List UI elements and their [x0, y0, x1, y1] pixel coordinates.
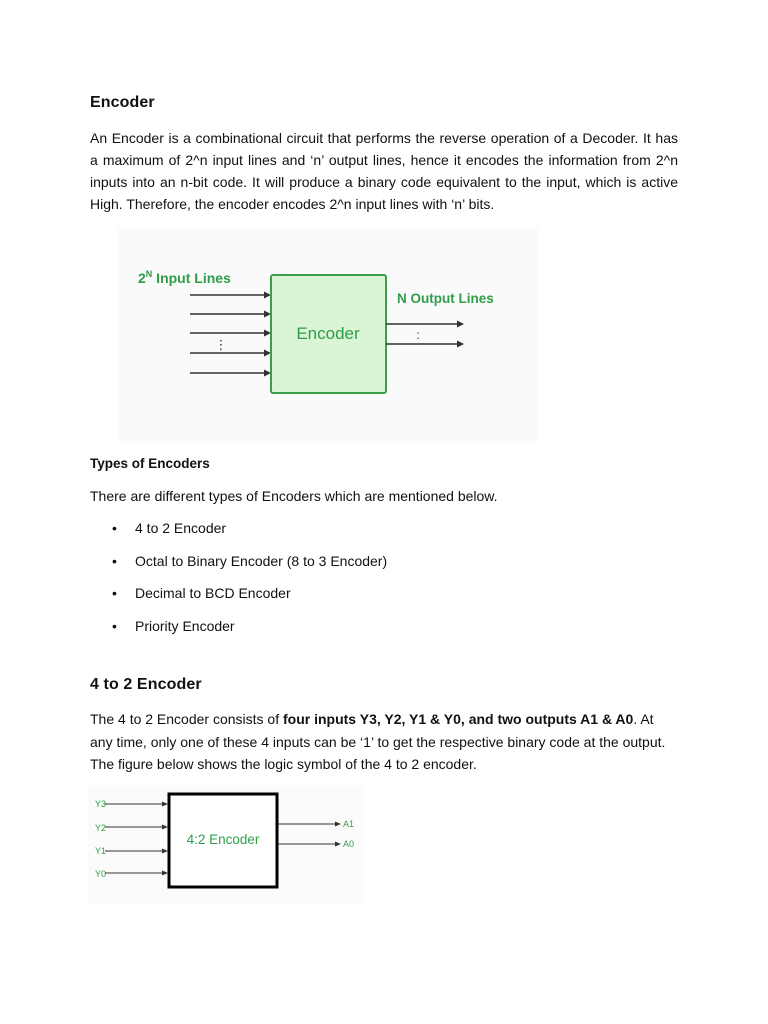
output-ellipsis: :: [416, 328, 420, 342]
svg-text:A1: A1: [343, 819, 355, 829]
bullet-icon: •: [112, 520, 117, 536]
bullet-icon: •: [112, 585, 117, 601]
list-item: • Priority Encoder: [112, 617, 235, 634]
svg-text:Y2: Y2: [95, 823, 107, 833]
four-to-two-encoder-symbol: [88, 786, 364, 904]
bullet-icon: •: [112, 617, 117, 634]
four-to-two-description: The 4 to 2 Encoder consists of four inputs Y3, Y2, Y1 & Y0, and two outputs A1 & A0. At any time, only one of these 4 inputs can be ‘1’ to get the respective binary code at the output. The figure below shows the logic symbol of the 4 to 2 encoder.: [90, 711, 666, 772]
svg-text:Y3: Y3: [95, 799, 107, 809]
svg-text:Y0: Y0: [95, 869, 107, 879]
svg-text:Y1: Y1: [95, 846, 107, 856]
input-lines-label: $2^N$ Input Lines: [138, 269, 231, 286]
list-item: • 4 to 2 Encoder: [112, 520, 227, 536]
encoder-description: An Encoder is a combinational circuit that performs the reverse operation of a Decoder. It has a maximum of 2^n input lines and ‘n’ output lines, hence it encodes the information from 2^n inputs into an n-bit code. It will produce a binary code equivalent to the input, which is active High. Therefore, the encoder encodes 2^n input lines with ‘n’ bits.: [90, 130, 678, 212]
list-item: • Octal to Binary Encoder (8 to 3 Encoder): [112, 552, 388, 569]
bullet-icon: •: [112, 552, 117, 569]
encoder-block-diagram: [118, 228, 538, 443]
encoder-block-label: Encoder: [296, 324, 360, 343]
list-item: • Decimal to BCD Encoder: [112, 585, 291, 601]
four-to-two-heading: 4 to 2 Encoder: [90, 676, 202, 693]
types-intro: There are different types of Encoders which are mentioned below.: [90, 488, 498, 504]
encoder-heading: Encoder: [90, 94, 155, 111]
encoder-symbol-label: 4:2 Encoder: [186, 832, 260, 847]
encoder-types-list: [90, 518, 690, 648]
output-lines-label: N Output Lines: [397, 291, 494, 306]
svg-text:A0: A0: [343, 839, 355, 849]
input-ellipsis: ⋮: [214, 337, 228, 352]
types-heading: Types of Encoders: [90, 456, 210, 471]
